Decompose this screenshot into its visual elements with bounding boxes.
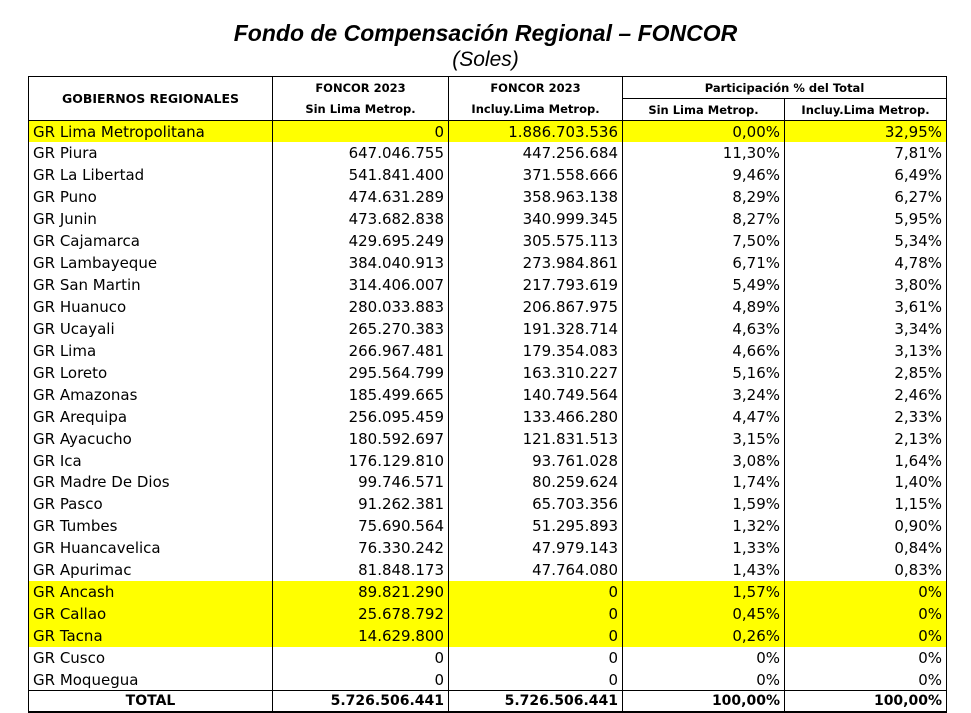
table-row (29, 515, 947, 537)
total-sin: 5.726.506.441 (273, 691, 449, 713)
part-sin-cell: 11,30% (623, 142, 785, 164)
table-row (29, 362, 947, 384)
table-row (29, 340, 947, 362)
foncor-sin-cell: 99.746.571 (273, 472, 449, 494)
header-foncor-incl-sub: Incluy.Lima Metrop. (449, 99, 623, 121)
part-incl-cell: 0% (785, 625, 947, 647)
page-title: Fondo de Compensación Regional – FONCOR (233, 20, 738, 46)
foncor-sin-cell: 266.967.481 (273, 340, 449, 362)
table-row (29, 428, 947, 450)
table-row (29, 450, 947, 472)
foncor-sin-cell: 265.270.383 (273, 318, 449, 340)
table-row (29, 208, 947, 230)
foncor-sin-cell: 256.095.459 (273, 406, 449, 428)
foncor-sin-cell: 295.564.799 (273, 362, 449, 384)
foncor-incl-cell: 121.831.513 (449, 428, 623, 450)
part-sin-cell: 8,27% (623, 208, 785, 230)
part-sin-cell: 7,50% (623, 230, 785, 252)
part-incl-cell: 0,84% (785, 537, 947, 559)
part-sin-cell: 3,15% (623, 428, 785, 450)
foncor-sin-cell: 81.848.173 (273, 559, 449, 581)
region-cell: GR San Martin (29, 274, 273, 296)
table-row (29, 537, 947, 559)
foncor-sin-cell: 91.262.381 (273, 493, 449, 515)
foncor-sin-cell: 75.690.564 (273, 515, 449, 537)
header-foncor-sin-sub: Sin Lima Metrop. (273, 99, 449, 121)
header-participacion: Participación % del Total (623, 77, 947, 99)
region-cell: GR Huancavelica (29, 537, 273, 559)
part-incl-cell: 2,46% (785, 384, 947, 406)
table-row (29, 493, 947, 515)
part-sin-cell: 0,26% (623, 625, 785, 647)
table-row (29, 252, 947, 274)
table-row (29, 186, 947, 208)
part-incl-cell: 2,33% (785, 406, 947, 428)
region-cell: GR Apurimac (29, 559, 273, 581)
foncor-incl-cell: 47.764.080 (449, 559, 623, 581)
foncor-sin-cell: 0 (273, 121, 449, 143)
header-region: GOBIERNOS REGIONALES (29, 77, 273, 121)
region-cell: GR Piura (29, 142, 273, 164)
part-sin-cell: 4,89% (623, 296, 785, 318)
part-incl-cell: 2,85% (785, 362, 947, 384)
foncor-sin-cell: 429.695.249 (273, 230, 449, 252)
region-cell: GR Tacna (29, 625, 273, 647)
foncor-table (28, 76, 947, 713)
foncor-sin-cell: 280.033.883 (273, 296, 449, 318)
foncor-sin-cell: 541.841.400 (273, 164, 449, 186)
foncor-sin-cell: 473.682.838 (273, 208, 449, 230)
region-cell: GR Huanuco (29, 296, 273, 318)
region-cell: GR Ayacucho (29, 428, 273, 450)
part-sin-cell: 8,29% (623, 186, 785, 208)
part-incl-cell: 32,95% (785, 121, 947, 143)
region-cell: GR Lima Metropolitana (29, 121, 273, 143)
foncor-incl-cell: 133.466.280 (449, 406, 623, 428)
part-incl-cell: 0,83% (785, 559, 947, 581)
part-sin-cell: 4,63% (623, 318, 785, 340)
part-sin-cell: 0% (623, 669, 785, 691)
region-cell: GR Puno (29, 186, 273, 208)
part-sin-cell: 5,49% (623, 274, 785, 296)
region-cell: GR Cusco (29, 647, 273, 669)
part-incl-cell: 1,40% (785, 472, 947, 494)
foncor-sin-cell: 185.499.665 (273, 384, 449, 406)
region-cell: GR Lima (29, 340, 273, 362)
header-part-incl: Incluy.Lima Metrop. (785, 99, 947, 121)
header-foncor-sin: FONCOR 2023 (273, 77, 449, 99)
part-incl-cell: 4,78% (785, 252, 947, 274)
part-sin-cell: 4,66% (623, 340, 785, 362)
region-cell: GR Ucayali (29, 318, 273, 340)
foncor-incl-cell: 217.793.619 (449, 274, 623, 296)
table-row (29, 142, 947, 164)
foncor-sin-cell: 76.330.242 (273, 537, 449, 559)
part-incl-cell: 5,34% (785, 230, 947, 252)
table-row (29, 647, 947, 669)
table-row (29, 384, 947, 406)
foncor-sin-cell: 89.821.290 (273, 581, 449, 603)
table-row (29, 318, 947, 340)
part-incl-cell: 3,34% (785, 318, 947, 340)
foncor-incl-cell: 51.295.893 (449, 515, 623, 537)
foncor-incl-cell: 0 (449, 669, 623, 691)
foncor-incl-cell: 1.886.703.536 (449, 121, 623, 143)
part-incl-cell: 0% (785, 647, 947, 669)
foncor-sin-cell: 314.406.007 (273, 274, 449, 296)
foncor-incl-cell: 47.979.143 (449, 537, 623, 559)
part-sin-cell: 9,46% (623, 164, 785, 186)
table-row (29, 603, 947, 625)
foncor-incl-cell: 163.310.227 (449, 362, 623, 384)
region-cell: GR Amazonas (29, 384, 273, 406)
foncor-incl-cell: 80.259.624 (449, 472, 623, 494)
part-sin-cell: 1,32% (623, 515, 785, 537)
part-sin-cell: 0,45% (623, 603, 785, 625)
part-incl-cell: 0,90% (785, 515, 947, 537)
total-row (29, 691, 947, 713)
foncor-sin-cell: 0 (273, 647, 449, 669)
foncor-incl-cell: 340.999.345 (449, 208, 623, 230)
table-row (29, 559, 947, 581)
region-cell: GR Tumbes (29, 515, 273, 537)
part-sin-cell: 6,71% (623, 252, 785, 274)
table-row (29, 274, 947, 296)
page-subtitle: (Soles) (452, 48, 519, 71)
region-cell: GR Cajamarca (29, 230, 273, 252)
part-incl-cell: 0% (785, 603, 947, 625)
foncor-incl-cell: 65.703.356 (449, 493, 623, 515)
table-row (29, 164, 947, 186)
part-sin-cell: 1,43% (623, 559, 785, 581)
part-incl-cell: 7,81% (785, 142, 947, 164)
foncor-incl-cell: 179.354.083 (449, 340, 623, 362)
total-label: TOTAL (29, 691, 273, 713)
part-sin-cell: 1,59% (623, 493, 785, 515)
part-incl-cell: 3,80% (785, 274, 947, 296)
foncor-incl-cell: 305.575.113 (449, 230, 623, 252)
part-sin-cell: 1,33% (623, 537, 785, 559)
part-incl-cell: 6,27% (785, 186, 947, 208)
header-foncor-incl: FONCOR 2023 (449, 77, 623, 99)
region-cell: GR Callao (29, 603, 273, 625)
foncor-sin-cell: 14.629.800 (273, 625, 449, 647)
region-cell: GR Madre De Dios (29, 472, 273, 494)
region-cell: GR Arequipa (29, 406, 273, 428)
region-cell: GR Moquegua (29, 669, 273, 691)
part-incl-cell: 5,95% (785, 208, 947, 230)
part-sin-cell: 4,47% (623, 406, 785, 428)
table-row (29, 121, 947, 143)
part-incl-cell: 6,49% (785, 164, 947, 186)
region-cell: GR La Libertad (29, 164, 273, 186)
foncor-incl-cell: 191.328.714 (449, 318, 623, 340)
table-row (29, 406, 947, 428)
part-incl-cell: 1,15% (785, 493, 947, 515)
foncor-sin-cell: 25.678.792 (273, 603, 449, 625)
total-incl: 5.726.506.441 (449, 691, 623, 713)
foncor-sin-cell: 384.040.913 (273, 252, 449, 274)
cropped-text-strip (0, 0, 971, 8)
part-sin-cell: 0,00% (623, 121, 785, 143)
foncor-incl-cell: 358.963.138 (449, 186, 623, 208)
region-cell: GR Ancash (29, 581, 273, 603)
part-incl-cell: 1,64% (785, 450, 947, 472)
foncor-incl-cell: 0 (449, 603, 623, 625)
total-part-sin: 100,00% (623, 691, 785, 713)
foncor-sin-cell: 180.592.697 (273, 428, 449, 450)
table-row (29, 625, 947, 647)
foncor-incl-cell: 93.761.028 (449, 450, 623, 472)
part-sin-cell: 3,24% (623, 384, 785, 406)
region-cell: GR Lambayeque (29, 252, 273, 274)
part-sin-cell: 3,08% (623, 450, 785, 472)
part-sin-cell: 1,74% (623, 472, 785, 494)
table-row (29, 472, 947, 494)
total-part-incl: 100,00% (785, 691, 947, 713)
table-row (29, 296, 947, 318)
foncor-incl-cell: 0 (449, 581, 623, 603)
part-incl-cell: 3,61% (785, 296, 947, 318)
foncor-sin-cell: 176.129.810 (273, 450, 449, 472)
part-incl-cell: 0% (785, 669, 947, 691)
table-row (29, 230, 947, 252)
part-sin-cell: 1,57% (623, 581, 785, 603)
foncor-incl-cell: 371.558.666 (449, 164, 623, 186)
part-incl-cell: 0% (785, 581, 947, 603)
table-row (29, 581, 947, 603)
part-incl-cell: 2,13% (785, 428, 947, 450)
foncor-sin-cell: 647.046.755 (273, 142, 449, 164)
foncor-incl-cell: 0 (449, 647, 623, 669)
header-part-sin: Sin Lima Metrop. (623, 99, 785, 121)
foncor-sin-cell: 474.631.289 (273, 186, 449, 208)
region-cell: GR Junin (29, 208, 273, 230)
region-cell: GR Pasco (29, 493, 273, 515)
foncor-incl-cell: 206.867.975 (449, 296, 623, 318)
table-row (29, 669, 947, 691)
foncor-incl-cell: 140.749.564 (449, 384, 623, 406)
foncor-incl-cell: 447.256.684 (449, 142, 623, 164)
foncor-sin-cell: 0 (273, 669, 449, 691)
foncor-incl-cell: 273.984.861 (449, 252, 623, 274)
region-cell: GR Loreto (29, 362, 273, 384)
part-incl-cell: 3,13% (785, 340, 947, 362)
part-sin-cell: 5,16% (623, 362, 785, 384)
foncor-incl-cell: 0 (449, 625, 623, 647)
region-cell: GR Ica (29, 450, 273, 472)
part-sin-cell: 0% (623, 647, 785, 669)
